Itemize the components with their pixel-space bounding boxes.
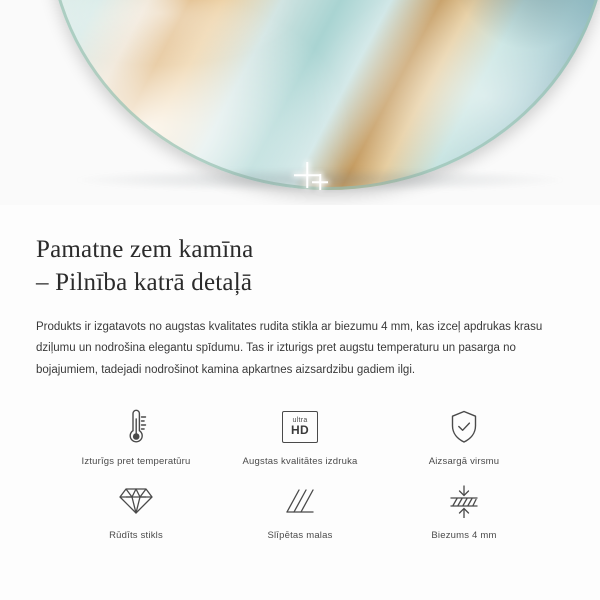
feature-label: Augstas kvalitātes izdruka — [242, 455, 358, 467]
diamond-icon — [118, 481, 154, 521]
feature-label: Aizsargā virsmu — [428, 455, 500, 467]
feature-item — [218, 407, 382, 467]
feature-label: Izturīgs pret temperatūru — [81, 455, 191, 467]
badge-top-text: ultra — [292, 417, 308, 425]
ultra-hd-icon — [282, 407, 318, 447]
feature-grid — [36, 407, 564, 541]
feature-item — [382, 481, 546, 541]
feature-label: Slīpētas malas — [267, 529, 333, 541]
thickness-arrows-icon — [447, 481, 481, 521]
glass-plate-image — [48, 0, 600, 190]
content-block — [0, 205, 600, 541]
plate-drop-shadow — [70, 168, 570, 192]
headline-line-2: – Pilnība katrā detaļā — [36, 269, 253, 296]
feature-item — [218, 481, 382, 541]
feature-item — [382, 407, 546, 467]
thermometer-icon — [123, 407, 149, 447]
hero-image — [0, 0, 600, 205]
badge-bottom-text: HD — [291, 423, 309, 438]
feature-label: Biezums 4 mm — [431, 529, 497, 541]
feature-item — [54, 407, 218, 467]
shield-check-icon — [448, 407, 480, 447]
feature-item — [54, 481, 218, 541]
headline-line-1: Pamatne zem kamīna — [36, 236, 254, 263]
page-title — [36, 233, 564, 299]
feature-label: Rūdīts stikls — [109, 529, 163, 541]
product-description: Produkts ir izgatavots no augstas kvalitates rudita stikla ar biezumu 4 mm, kas izceļ apdrukas krasu dziļumu un nodrošina elegantu spīdumu. Tas ir izturigs pret augstu temperaturu un pasarga no bojajumiem, tadejadi nodrošinot kamina apkartnes aizsardzibu gadiem ilgi. — [36, 321, 543, 376]
polished-edges-icon — [283, 481, 317, 521]
